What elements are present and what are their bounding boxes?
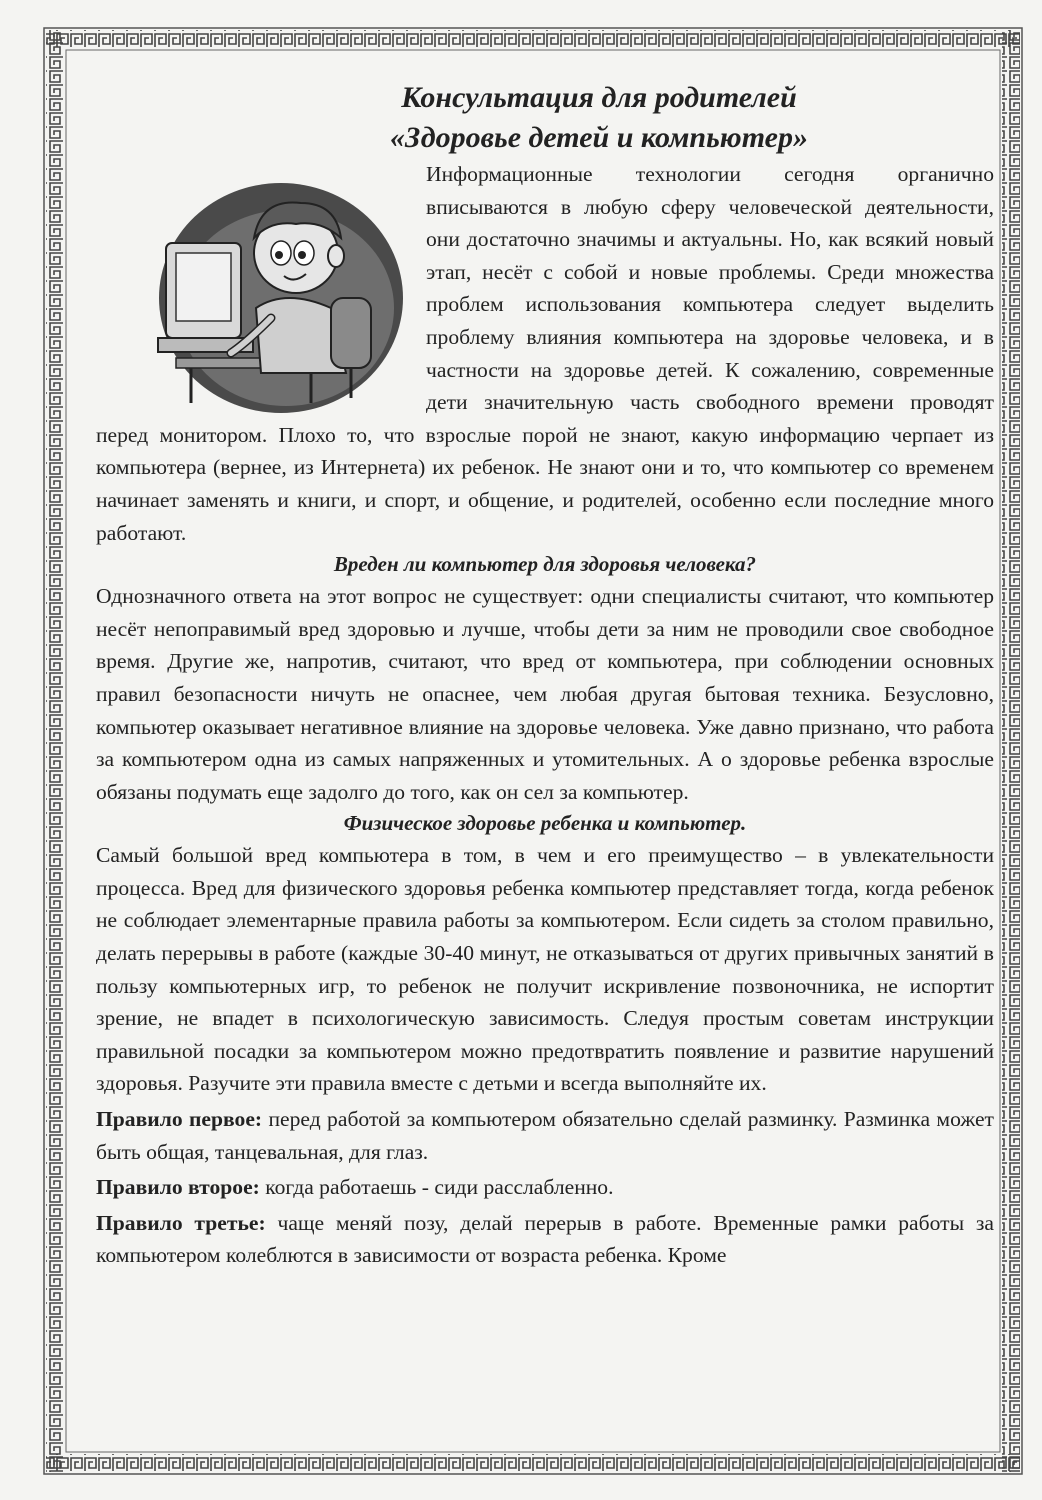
section-1-text: Однозначного ответа на этот вопрос не существует: одни специалисты считают, что компьютер несёт непоправимый вред здоровью и лучше, чтобы дети за ним не проводили свое свободное время. Другие же, напротив, считают, что вред от компьютера, при соблюдении основных правил безопасности ничуть не опаснее, чем любая другая бытовая техника. Безусловно, компьютер оказывает негативное влияние на здоровье человека. Уже давно признано, что работа за компьютером одна из самых напряженных и утомительных. А о здоровье ребенка взрослые обязаны подумать еще задолго до того, как он сел за компьютер. (96, 584, 994, 804)
rule-3-label: Правило третье: (96, 1210, 266, 1235)
title-line-2: «Здоровье детей и компьютер» (390, 121, 808, 154)
rule-2 (96, 1171, 994, 1204)
rule-1-text: перед работой за компьютером обязательно сделай разминку. Разминка может быть общая, танцевальная, для глаз. (96, 1107, 994, 1164)
section-2-heading: Физическое здоровье ребенка и компьютер. (343, 811, 747, 836)
rule-3-text: чаще меняй позу, делай перерыв в работе. Временные рамки работы за компьютером колеблются в зависимости от возраста ребенка. Кроме (96, 1210, 994, 1268)
rule-1-label: Правило первое: (96, 1107, 263, 1132)
rule-2-label: Правило второе: (96, 1175, 260, 1200)
boy-at-computer-illustration (136, 158, 408, 416)
title-line-1: Консультация для родителей (401, 81, 797, 114)
title (204, 78, 994, 158)
rule-2-text: когда работаешь - сиди расслабленно. (259, 1175, 614, 1200)
document-body (96, 78, 994, 1272)
rule-3 (96, 1207, 994, 1272)
section-1-heading: Вреден ли компьютер для здоровья человека? (333, 552, 757, 577)
section-2-text: Самый большой вред компьютера в том, в чем и его преимущество – в увлекательности процесса. Вред для физического здоровья ребенка компьютер представляет тогда, когда ребенок не соблюдает элементарные правила работы за компьютером. Если сидеть за столом правильно, делать перерывы в работе (каждые 30-40 минут, не отказываться от других привычных занятий в пользу компьютерных игр, то ребенок не получит искривление позвоночника, не испортит зрение, не впадет в психологическую зависимость. Следуя простым советам инструкции правильной посадки за компьютером можно предотвратить появление и развитие нарушений здоровья. Разучите эти правила вместе с детьми и всегда выполняйте их. (96, 843, 994, 1096)
intro-paragraph: Информационные технологии сегодня органично вписываются в любую сферу человеческой деятельности, они достаточно значимы и актуальны. Но, как всякий новый этап, несёт с собой и новые проблемы. Среди множества проблем использования компьютера следует выделить проблему влияния компьютера на здоровье человека, и в частности на здоровье детей. К сожалению, современные дети значительную часть свободного времени проводят перед монитором. Плохо то, что взрослые порой не знают, какую информацию черпает из компьютера (вернее, из Интернета) их ребенок. Не знают они и то, что компьютер со временем начинает заменять и книги, и спорт, и общение, и родителей, особенно если последние много работают. (96, 162, 994, 545)
rule-1 (96, 1103, 994, 1168)
